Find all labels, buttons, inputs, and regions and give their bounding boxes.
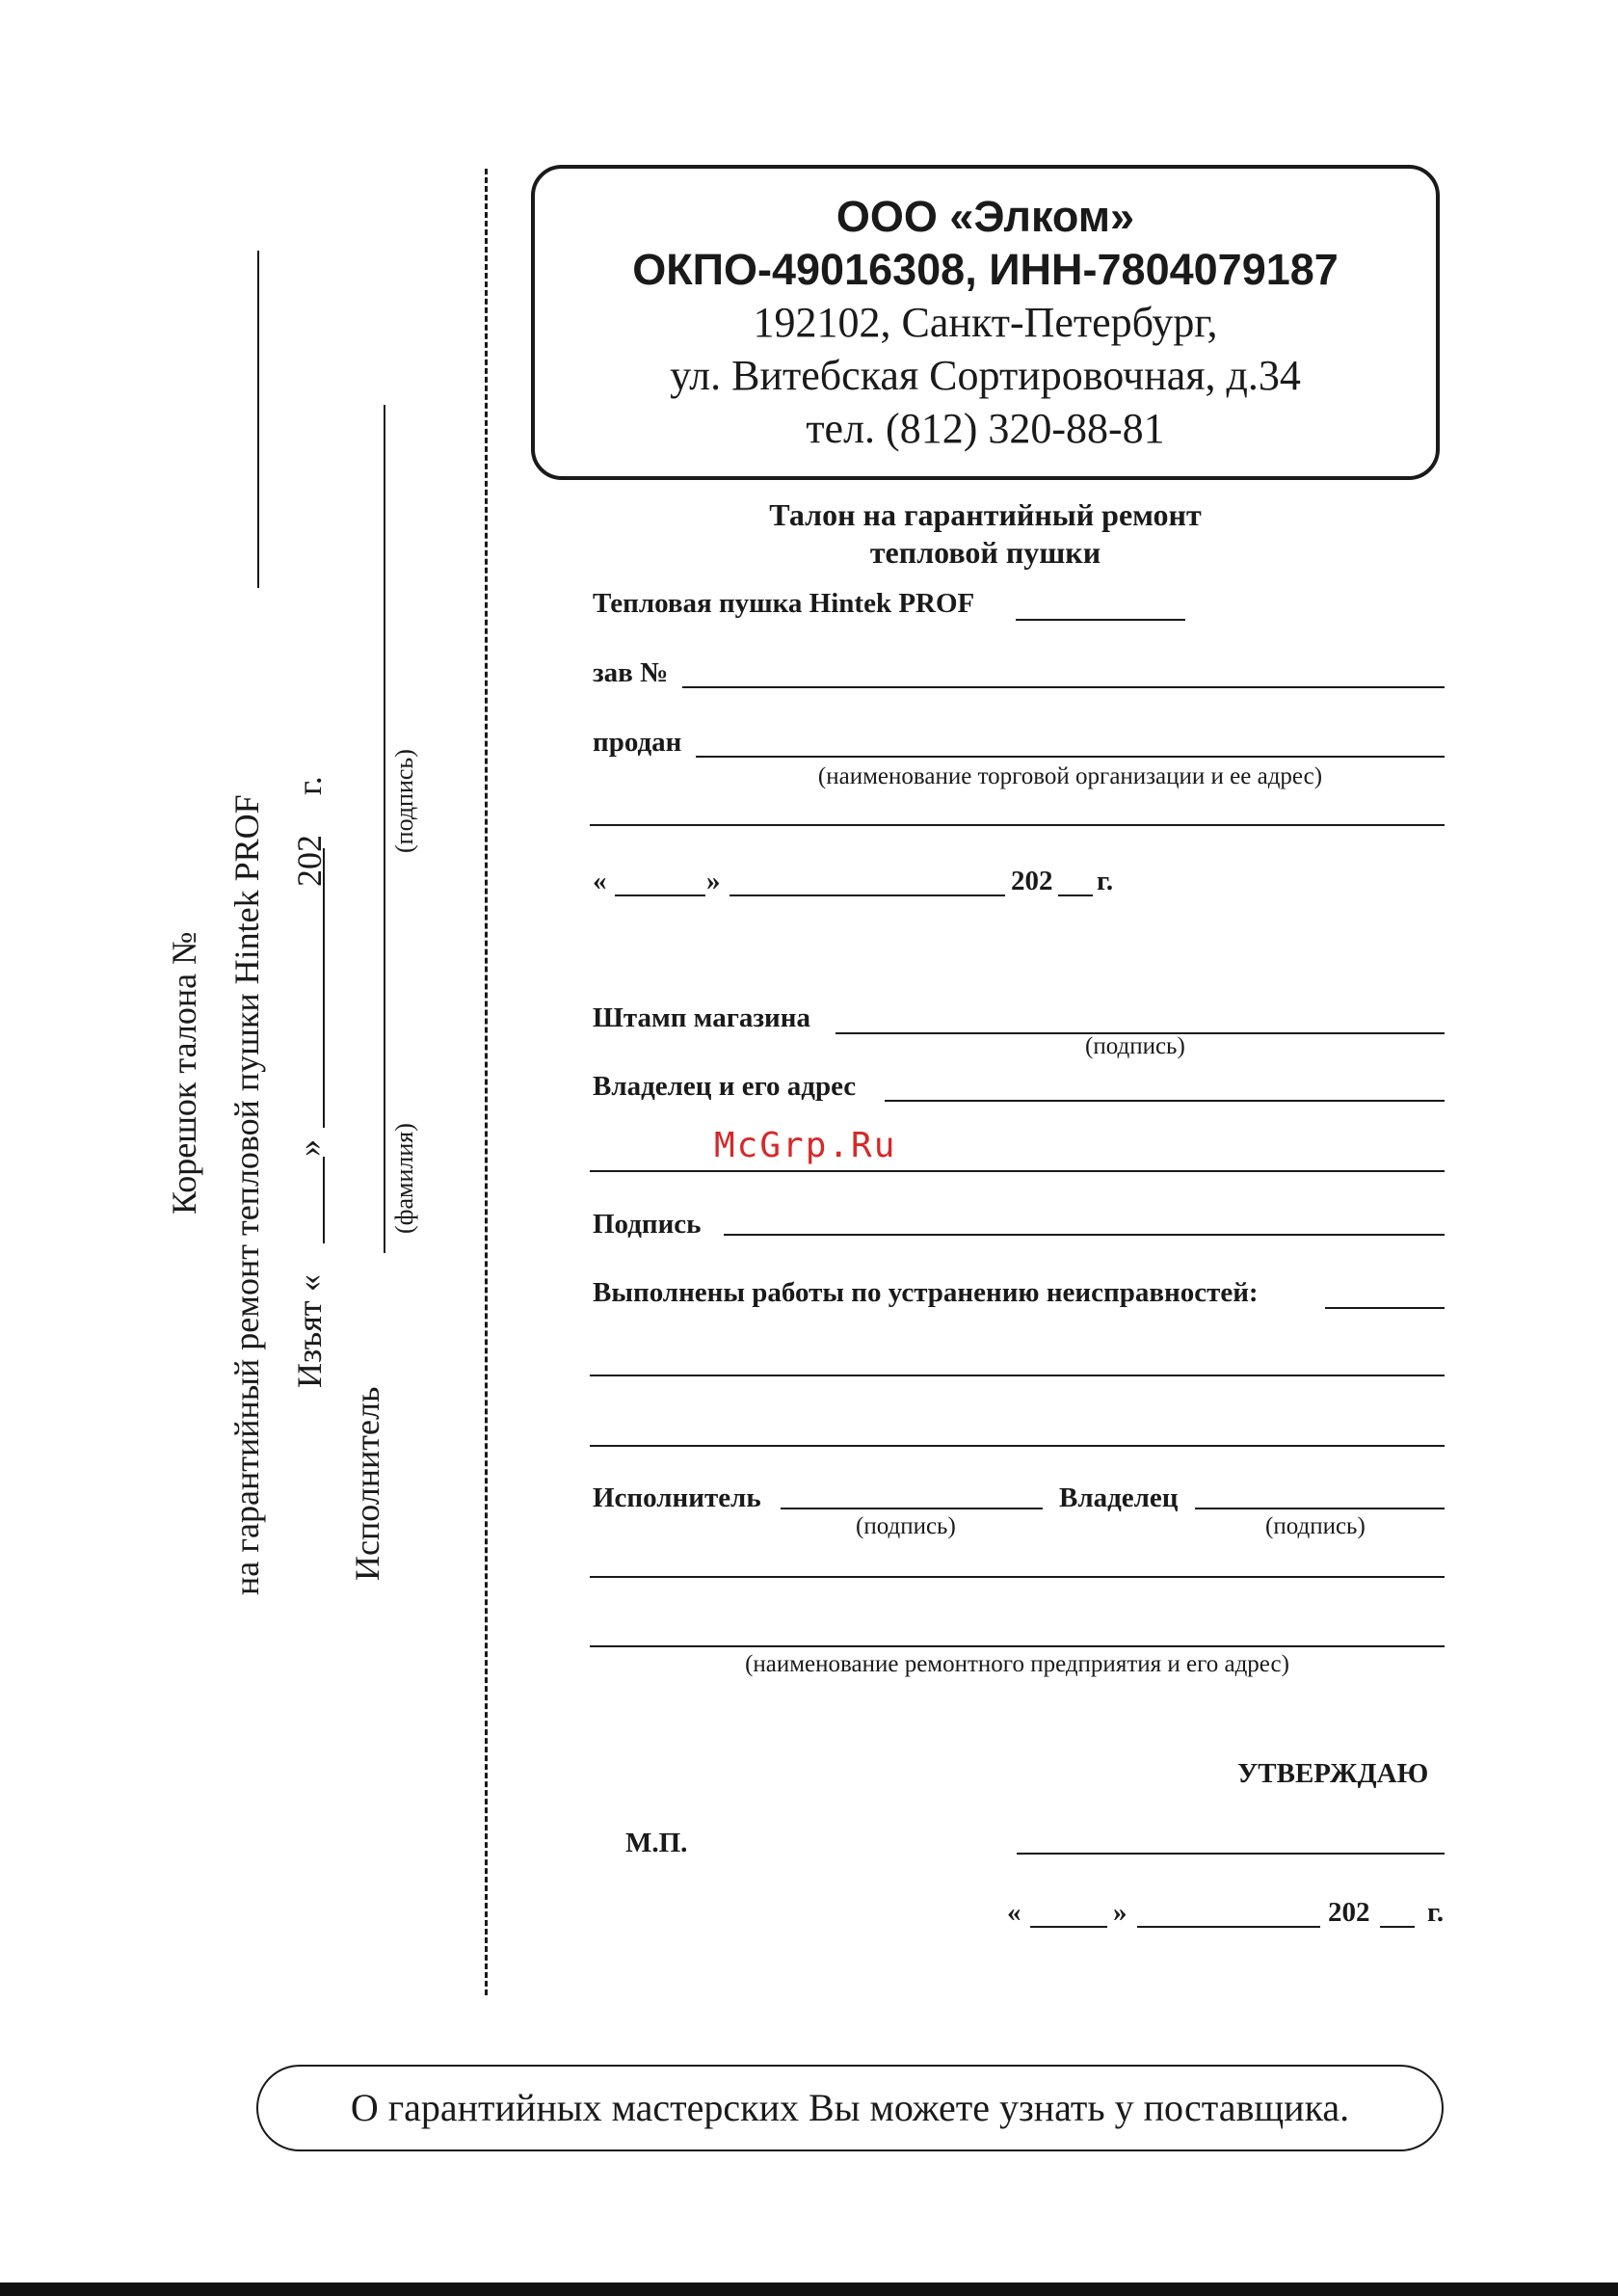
owner2-signature-hint: (подпись) [1265, 1513, 1366, 1539]
approve-day-field[interactable] [1030, 1926, 1107, 1928]
product-model-field[interactable] [1016, 619, 1185, 621]
stub-seized-close-quote: » [290, 1139, 329, 1157]
signature-field[interactable] [724, 1234, 1445, 1236]
repair-enterprise-field[interactable] [590, 1576, 1445, 1578]
sale-date-open-quote: « [593, 866, 607, 896]
sold-field[interactable] [696, 756, 1445, 758]
stamp-signature-hint: (подпись) [1085, 1033, 1185, 1059]
works-label: Выполнены работы по устранению неисправностей: [593, 1277, 1259, 1308]
footer-note-box [256, 2065, 1444, 2151]
approve-date-close-quote: » [1113, 1897, 1127, 1928]
footer-note: О гарантийных мастерских Вы можете узнать у поставщика. [350, 2086, 1350, 2129]
serial-label: зав № [593, 657, 669, 688]
stamp-place-label: М.П. [625, 1828, 688, 1858]
approve-year-field[interactable] [1380, 1926, 1415, 1928]
approve-date-open-quote: « [1007, 1897, 1021, 1928]
talon-title-line1: Талон на гарантийный ремонт [769, 497, 1202, 532]
stub-section [164, 521, 453, 1595]
owner2-label: Владелец [1059, 1482, 1179, 1513]
works-field-line2[interactable] [590, 1375, 1445, 1376]
stub-seized-month-field[interactable] [323, 848, 325, 1128]
approve-year-suffix: г. [1427, 1897, 1445, 1928]
owner-address-field[interactable] [590, 1170, 1445, 1172]
stub-title: Корешок талона № [165, 931, 203, 1215]
owner-label: Владелец и его адрес [593, 1071, 857, 1102]
signature-label: Подпись [593, 1209, 702, 1240]
executor-label: Исполнитель [593, 1482, 761, 1513]
stub-executor-label: Исполнитель [348, 1386, 386, 1581]
owner2-signature-field[interactable] [1195, 1508, 1445, 1509]
sale-year-prefix: 202 [1011, 866, 1053, 896]
repair-enterprise-hint: (наименование ремонтного предприятия и его адрес) [745, 1651, 1289, 1677]
company-address-line2: ул. Витебская Сортировочная, д.34 [670, 352, 1301, 399]
sale-year-field[interactable] [1058, 894, 1093, 896]
serial-number-field[interactable] [682, 686, 1445, 688]
works-field[interactable] [1325, 1307, 1445, 1309]
stub-seized-open-quote: « [290, 1274, 329, 1292]
stub-signature-hint: (подпись) [390, 749, 418, 853]
cut-line [485, 169, 488, 1995]
approve-label: УТВЕРЖДАЮ [1237, 1758, 1429, 1789]
talon-title [531, 496, 1440, 572]
stub-subtitle: на гарантийный ремонт тепловой пушки Hintek PROF [227, 794, 266, 1595]
repair-enterprise-address-field[interactable] [590, 1645, 1445, 1647]
sale-date-close-quote: » [706, 866, 721, 896]
sold-address-field[interactable] [590, 824, 1445, 826]
owner-field[interactable] [885, 1100, 1445, 1102]
talon-title-line2: тепловой пушки [869, 535, 1101, 570]
approve-month-field[interactable] [1137, 1926, 1320, 1928]
stub-seized-suffix: г. [290, 776, 329, 795]
sale-year-suffix: г. [1097, 866, 1114, 896]
sale-month-field[interactable] [729, 894, 1005, 896]
company-phone: тел. (812) 320-88-81 [806, 405, 1165, 452]
executor-signature-field[interactable] [781, 1508, 1043, 1509]
stub-seized-day-field[interactable] [323, 1157, 325, 1243]
stub-seized-label: Изъят [290, 1300, 329, 1388]
approve-signature-field[interactable] [1017, 1853, 1445, 1855]
company-ids: ОКПО-49016308, ИНН-7804079187 [632, 245, 1339, 294]
sale-day-field[interactable] [615, 894, 705, 896]
watermark: McGrp.Ru [714, 1126, 897, 1165]
company-header-box [531, 165, 1440, 480]
stub-model-field[interactable] [257, 251, 259, 588]
stub-executor-field[interactable] [384, 405, 385, 1253]
approve-year-prefix: 202 [1328, 1897, 1370, 1928]
stub-seized-year: 202 [290, 835, 329, 887]
company-name: ООО «Элком» [836, 192, 1135, 241]
executor-signature-hint: (подпись) [856, 1513, 956, 1539]
sold-label: продан [593, 727, 682, 758]
product-label: Тепловая пушка Hintek PROF [593, 588, 975, 619]
sold-hint: (наименование торговой организации и ее адрес) [817, 763, 1323, 789]
bottom-edge-bar [0, 2283, 1618, 2296]
works-field-line3[interactable] [590, 1445, 1445, 1447]
stub-surname-hint: (фамилия) [390, 1123, 418, 1234]
company-address-line1: 192102, Санкт-Петербург, [753, 299, 1218, 346]
stamp-label: Штамп магазина [593, 1002, 810, 1033]
